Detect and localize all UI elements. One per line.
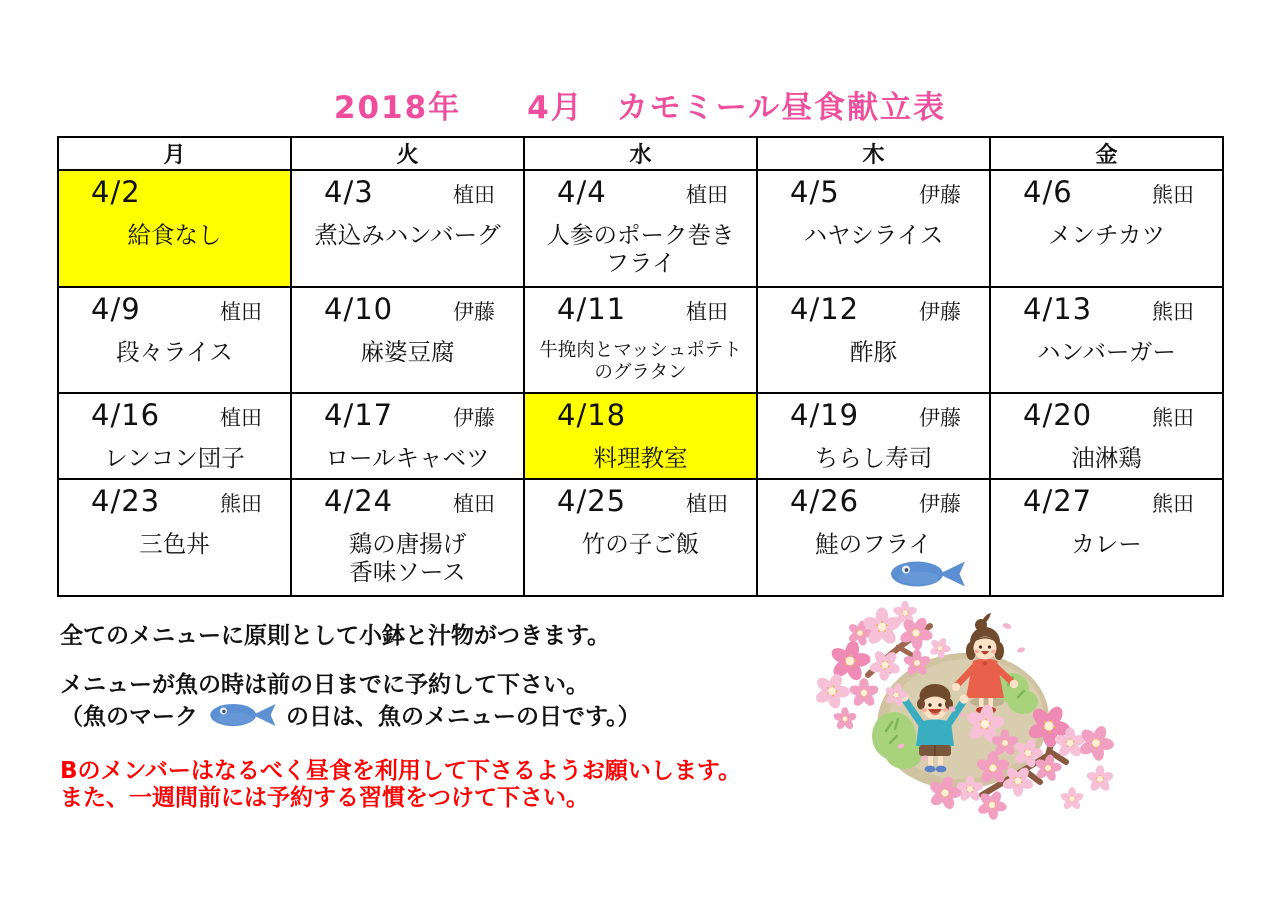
note-fish-mark-line — [60, 698, 741, 731]
note-fish-reserve: メニューが魚の時は前の日までに予約して下さい。 — [60, 672, 589, 698]
fish-icon — [887, 557, 967, 591]
cell-menu: 酢豚 — [850, 337, 897, 366]
cell-menu: 竹の子ご飯 — [581, 530, 700, 559]
note-fish-mark-suffix: の日は、魚のメニューの日です。） — [286, 704, 641, 731]
calendar-cell-4-2 — [58, 170, 291, 287]
cell-menu: 鮭のフライ — [815, 530, 932, 559]
day-header-wednesday: 水 — [524, 137, 757, 170]
cell-date: 4/2 — [91, 175, 141, 209]
note-fish-mark-prefix: （魚のマーク — [60, 704, 198, 731]
calendar-cell-4-6 — [990, 170, 1223, 287]
calendar-cell-4-5 — [757, 170, 990, 287]
cell-menu: 煮込みハンバーグ — [314, 221, 501, 249]
calendar-cell-4-16 — [58, 393, 291, 479]
cell-teacher: 熊田 — [1152, 492, 1194, 517]
cell-date: 4/26 — [790, 484, 860, 519]
cell-date: 4/24 — [324, 484, 394, 519]
cell-teacher: 植田 — [453, 492, 495, 517]
fish-icon — [206, 700, 278, 730]
day-header-friday: 金 — [990, 137, 1223, 170]
cell-menu: メンチカツ — [1047, 221, 1166, 249]
cell-date: 4/9 — [91, 291, 141, 326]
cell-teacher: 植田 — [220, 405, 262, 430]
cell-date: 4/17 — [324, 397, 394, 432]
calendar-week-row — [58, 287, 1223, 393]
cell-date: 4/25 — [557, 484, 627, 519]
calendar-cell-4-26 — [757, 479, 990, 596]
day-header-tuesday: 火 — [291, 137, 524, 170]
cell-teacher: 植田 — [453, 183, 495, 207]
calendar-cell-4-27 — [990, 479, 1223, 596]
cell-menu: 料理教室 — [593, 443, 688, 472]
cell-menu: 給食なし — [127, 221, 222, 249]
cell-menu: 人参のポーク巻き フライ — [546, 221, 735, 278]
cell-date: 4/12 — [790, 291, 860, 326]
cell-date: 4/20 — [1023, 397, 1093, 432]
note-side-dish: 全てのメニューに原則として小鉢と汁物がつきます。 — [60, 623, 611, 649]
cell-menu: 三色丼 — [139, 530, 210, 559]
cell-teacher: 植田 — [686, 299, 728, 324]
cell-teacher: 伊藤 — [919, 299, 961, 324]
cell-teacher: 伊藤 — [453, 299, 495, 324]
cell-teacher: 熊田 — [220, 492, 262, 517]
calendar-header-row — [58, 137, 1223, 170]
cell-date: 4/6 — [1023, 175, 1073, 209]
calendar-week-row — [58, 170, 1223, 287]
warning-line-2: また、一週間前には予約する習慣をつけて下さい。 — [60, 785, 589, 812]
calendar-cell-4-4 — [524, 170, 757, 287]
cell-menu: 段々ライス — [116, 337, 233, 366]
cell-teacher: 植田 — [686, 183, 728, 207]
cell-date: 4/3 — [324, 175, 374, 209]
calendar-cell-4-24 — [291, 479, 524, 596]
calendar-cell-4-17 — [291, 393, 524, 479]
notes-section — [60, 617, 741, 813]
cell-date: 4/23 — [91, 484, 161, 519]
calendar-cell-4-13 — [990, 287, 1223, 393]
cell-teacher: 植田 — [220, 299, 262, 324]
cell-date: 4/11 — [557, 291, 627, 326]
day-header-monday: 月 — [58, 137, 291, 170]
cell-date: 4/4 — [557, 175, 607, 209]
menu-calendar-table — [57, 136, 1224, 597]
cell-menu: レンコン団子 — [104, 443, 245, 472]
cell-teacher: 植田 — [686, 492, 728, 517]
calendar-cell-4-25 — [524, 479, 757, 596]
calendar-cell-4-19 — [757, 393, 990, 479]
calendar-cell-4-11 — [524, 287, 757, 393]
cell-teacher: 伊藤 — [919, 183, 961, 207]
calendar-week-row — [58, 393, 1223, 479]
cell-menu: カレー — [1071, 530, 1142, 559]
cell-teacher: 熊田 — [1152, 183, 1194, 207]
cell-teacher: 伊藤 — [453, 405, 495, 430]
cell-menu: 麻婆豆腐 — [360, 337, 455, 366]
cell-teacher: 伊藤 — [919, 492, 961, 517]
calendar-week-row — [58, 479, 1223, 596]
calendar-cell-4-9 — [58, 287, 291, 393]
cell-date: 4/10 — [324, 291, 394, 326]
calendar-cell-4-10 — [291, 287, 524, 393]
cell-menu: ハヤシライス — [803, 221, 944, 249]
cell-menu: 牛挽肉とマッシュポテト のグラタン — [539, 339, 742, 383]
cell-date: 4/19 — [790, 397, 860, 432]
day-header-thursday: 木 — [757, 137, 990, 170]
page-title: 2018年 4月 カモミール昼食献立表 — [333, 90, 947, 126]
cell-menu: 油淋鶏 — [1071, 443, 1142, 472]
warning-line-1: Bのメンバーはなるべく昼食を利用して下さるようお願いします。 — [60, 758, 742, 785]
calendar-cell-4-18 — [524, 393, 757, 479]
calendar-cell-4-23 — [58, 479, 291, 596]
cell-menu: ちらし寿司 — [814, 443, 933, 472]
calendar-cell-4-20 — [990, 393, 1223, 479]
calendar-cell-4-3 — [291, 170, 524, 287]
cell-teacher: 熊田 — [1152, 405, 1194, 430]
calendar-cell-4-12 — [757, 287, 990, 393]
cell-date: 4/5 — [790, 175, 840, 209]
cell-menu: 鶏の唐揚げ 香味ソース — [348, 530, 467, 587]
cell-teacher: 熊田 — [1152, 299, 1194, 324]
cell-menu: ロールキャベツ — [325, 443, 490, 472]
cell-menu: ハンバーガー — [1037, 337, 1176, 366]
cell-teacher: 伊藤 — [919, 405, 961, 430]
cell-date: 4/27 — [1023, 484, 1093, 519]
spring-children-illustration — [800, 593, 1130, 830]
cell-date: 4/16 — [91, 397, 161, 432]
cell-date: 4/18 — [557, 397, 627, 432]
cell-date: 4/13 — [1023, 291, 1093, 326]
